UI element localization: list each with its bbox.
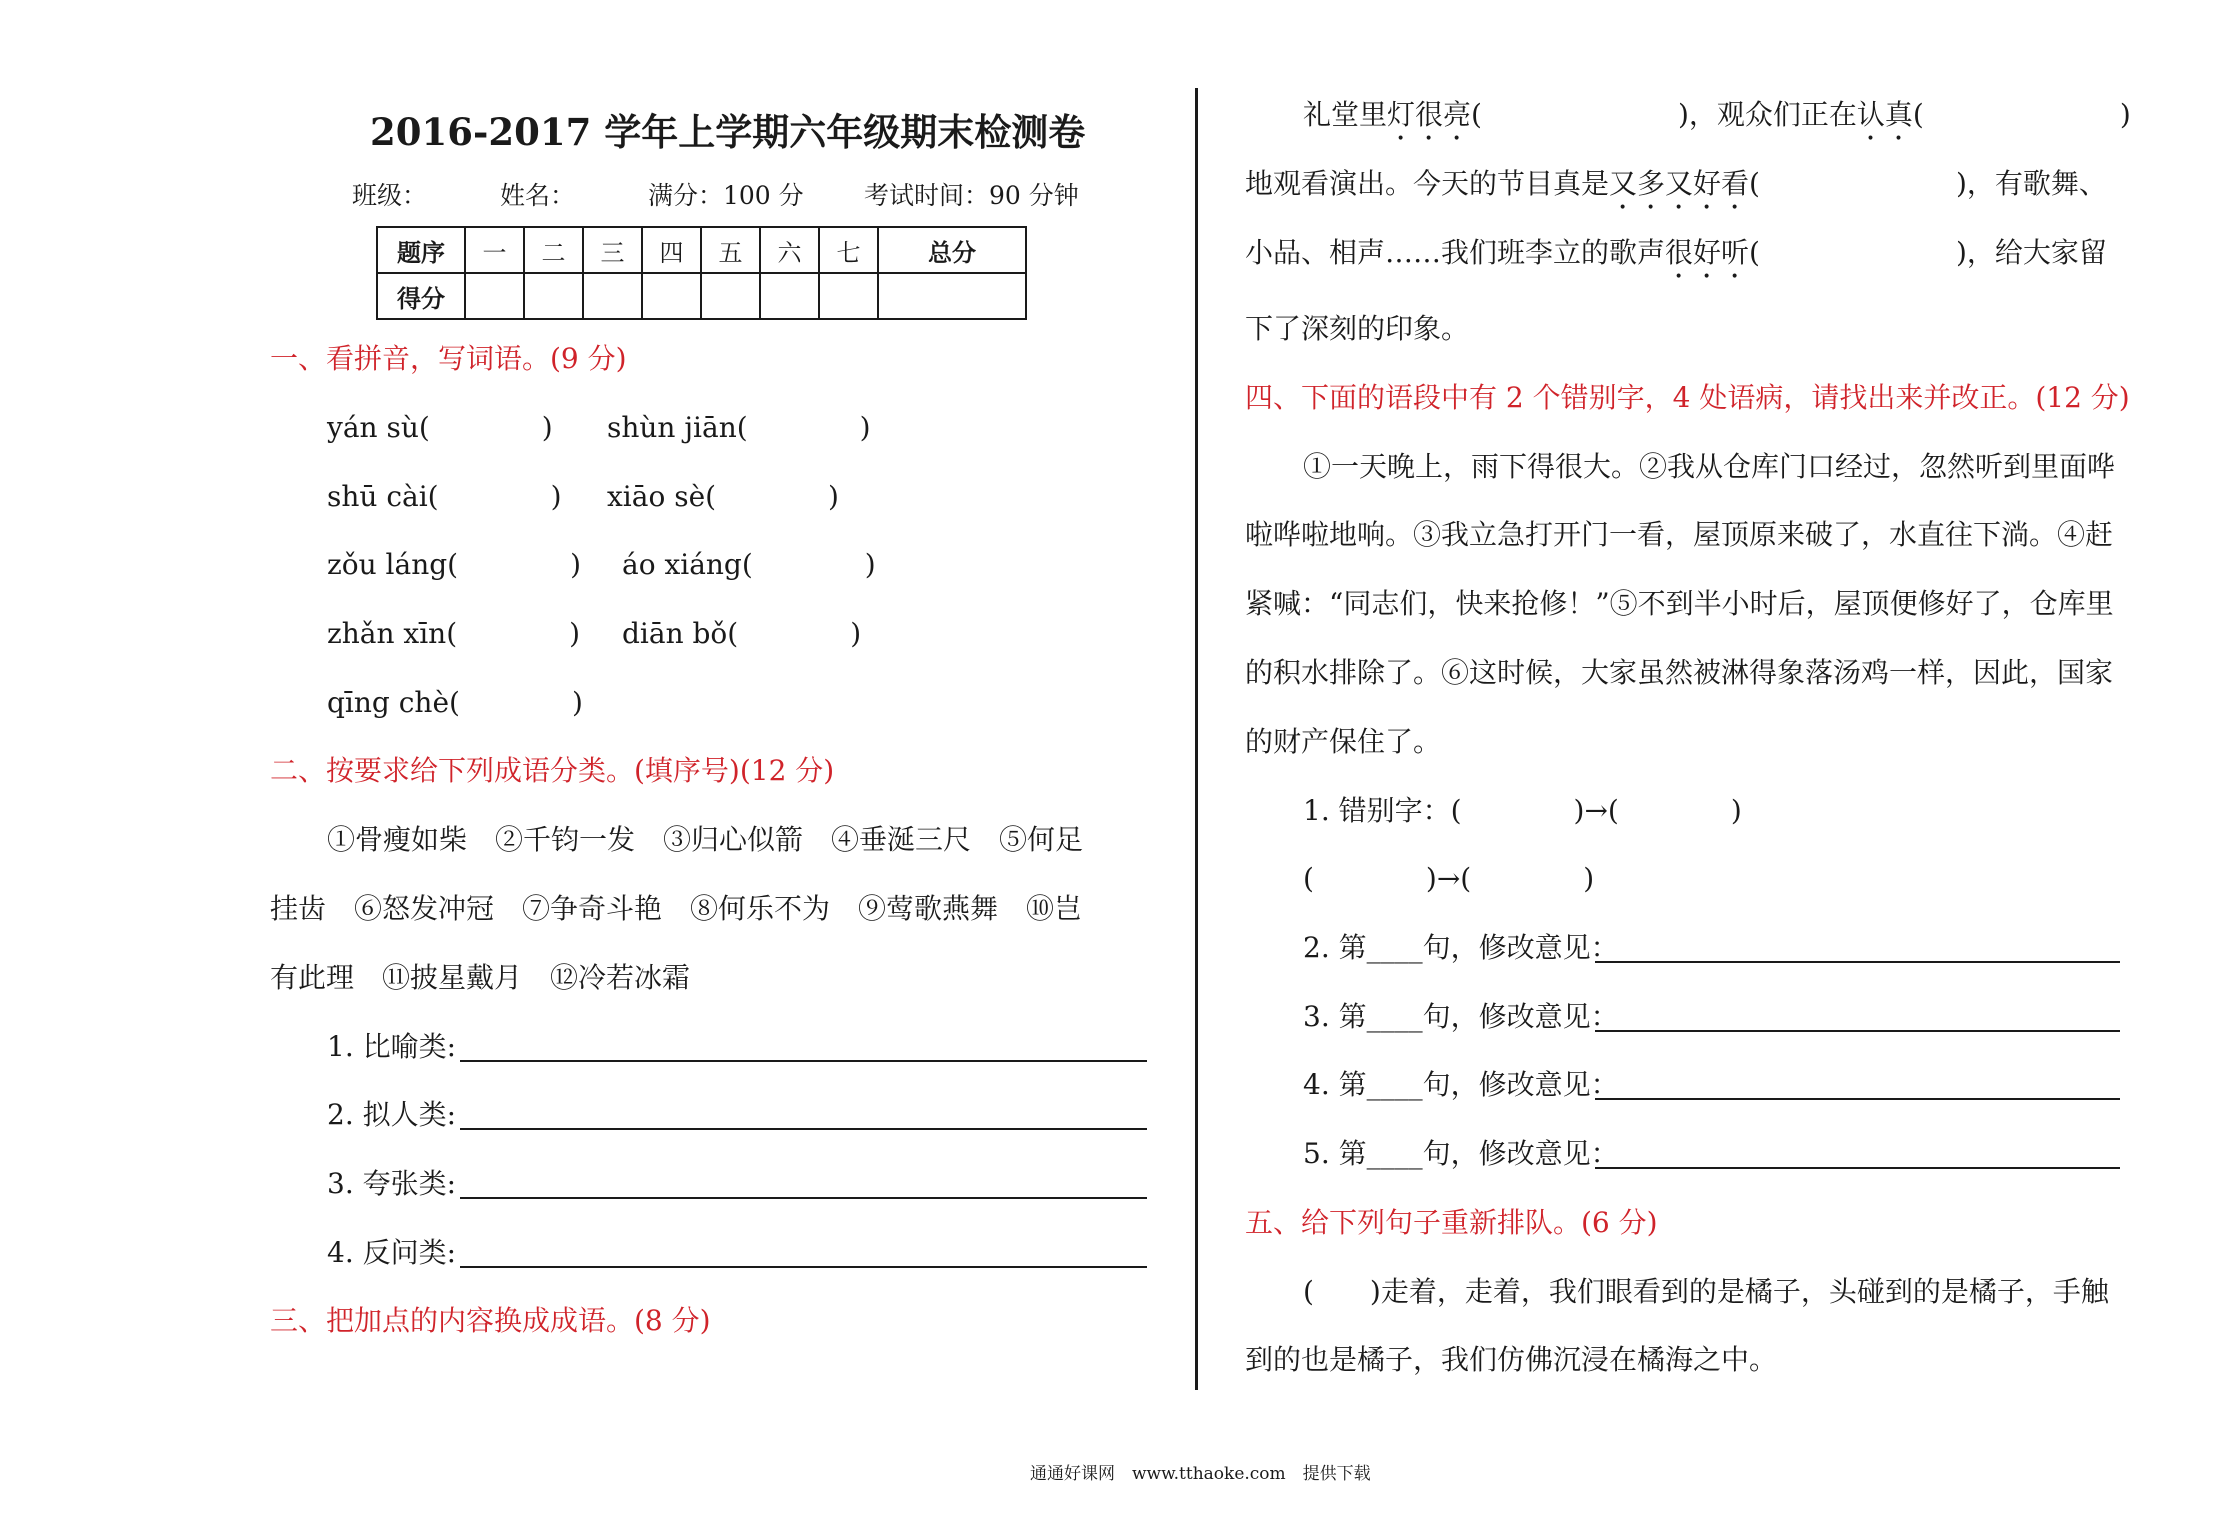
revision-question: 4. 第____句，修改意见： — [1303, 1068, 1619, 1101]
score-cell[interactable] — [524, 273, 583, 319]
passage-line: 啦哗啦地响。③我立急打开门一看，屋顶原来破了，水直往下淌。④赶 — [1245, 518, 2114, 551]
reorder-sentence-line: 到的也是橘子，我们仿佛沉浸在橘海之中。 — [1245, 1343, 1778, 1376]
name-label: 姓名： — [500, 181, 576, 210]
section1-heading: 一、看拼音，写词语。(9 分) — [270, 342, 627, 375]
category-metaphor-label: 1. 比喻类: — [327, 1030, 457, 1063]
pinyin-item: diān bǒ( ) — [622, 617, 862, 650]
footer-source: 通通好课网 www.tthaoke.com 提供下载 — [1030, 1464, 1371, 1484]
exam-time-label: 考试时间：90 分钟 — [864, 181, 1079, 210]
typo-question: 1. 错别字：( )→( ) — [1303, 794, 1742, 827]
idiom-list-line: 挂齿 ⑥怒发冲冠 ⑦争奇斗艳 ⑧何乐不为 ⑨莺歌燕舞 ⑩岂 — [270, 892, 1083, 925]
score-table-col: 六 — [760, 227, 819, 273]
score-cell[interactable] — [760, 273, 819, 319]
pinyin-item: xiāo sè( ) — [607, 480, 839, 513]
plain-text: 礼堂里 — [1303, 98, 1388, 131]
section3-heading: 三、把加点的内容换成成语。(8 分) — [270, 1304, 711, 1337]
score-table — [376, 226, 1027, 320]
plain-text: ( )，观众们正在 — [1471, 98, 1857, 131]
section3-paragraph-line — [1245, 167, 2107, 216]
score-table-col: 一 — [465, 227, 524, 273]
score-cell[interactable] — [583, 273, 642, 319]
answer-line[interactable] — [460, 1266, 1147, 1268]
answer-line[interactable] — [1595, 1030, 2120, 1032]
pinyin-item: qīng chè( ) — [327, 686, 583, 719]
reorder-sentence-line: ( )走着，走着，我们眼看到的是橘子，头碰到的是橘子，手触 — [1303, 1275, 2109, 1308]
plain-text: ( ) — [1912, 98, 2131, 131]
score-table-header-row — [377, 227, 1026, 273]
plain-text: ( )，给大家留 — [1749, 236, 2107, 269]
section2-heading: 二、按要求给下列成语分类。(填序号)(12 分) — [270, 754, 835, 787]
answer-line[interactable] — [1595, 1098, 2120, 1100]
dotted-phrase: 认真 — [1856, 98, 1913, 131]
category-rhetorical-label: 4. 反问类: — [327, 1236, 457, 1269]
page-title: 2016-2017 学年上学期六年级期末检测卷 — [370, 110, 1086, 154]
score-table-col: 五 — [701, 227, 760, 273]
pinyin-item: shùn jiān( ) — [607, 411, 871, 444]
plain-text: 地观看演出。今天的节目真是 — [1245, 167, 1610, 200]
passage-line: ①一天晚上，雨下得很大。②我从仓库门口经过，忽然听到里面哗 — [1303, 450, 2116, 483]
score-cell[interactable] — [642, 273, 701, 319]
score-table-row-head: 题序 — [377, 227, 465, 273]
plain-text: ( )，有歌舞、 — [1749, 167, 2107, 200]
answer-line[interactable] — [1595, 961, 2120, 963]
score-table-score-row — [377, 273, 1026, 319]
pinyin-item: shū cài( ) — [327, 480, 562, 513]
revision-question: 5. 第____句，修改意见： — [1303, 1137, 1619, 1170]
pinyin-item: yán sù( ) — [327, 411, 553, 444]
passage-line: 紧喊：“同志们，快来抢修！”⑤不到半小时后，屋顶便修好了，仓库里 — [1245, 587, 2114, 620]
answer-line[interactable] — [460, 1197, 1147, 1199]
revision-question: 2. 第____句，修改意见： — [1303, 931, 1619, 964]
idiom-list-line: 有此理 ⑪披星戴月 ⑫冷若冰霜 — [270, 961, 691, 994]
passage-line: 的财产保住了。 — [1245, 725, 1442, 758]
full-score-label: 满分：100 分 — [648, 181, 804, 210]
dotted-phrase: 灯很亮 — [1387, 98, 1472, 131]
section3-paragraph-line: 下了深刻的印象。 — [1245, 312, 1470, 345]
typo-question: ( )→( ) — [1303, 862, 1595, 895]
class-label: 班级： — [352, 181, 428, 210]
score-table-col: 三 — [583, 227, 642, 273]
score-table-col: 七 — [819, 227, 878, 273]
dotted-phrase: 很好听 — [1665, 236, 1750, 269]
answer-line[interactable] — [1595, 1167, 2120, 1169]
section4-heading: 四、下面的语段中有 2 个错别字，4 处语病，请找出来并改正。(12 分) — [1245, 381, 2130, 414]
idiom-list-line: ①骨瘦如柴 ②千钧一发 ③归心似箭 ④垂涎三尺 ⑤何足 — [327, 823, 1084, 856]
column-divider — [1195, 88, 1198, 1390]
section5-heading: 五、给下列句子重新排队。(6 分) — [1245, 1206, 1658, 1239]
score-table-row-head: 得分 — [377, 273, 465, 319]
score-table-col: 二 — [524, 227, 583, 273]
passage-line: 的积水排除了。⑥这时候，大家虽然被淋得象落汤鸡一样，因此，国家 — [1245, 656, 2114, 689]
score-cell[interactable] — [819, 273, 878, 319]
score-table-col: 四 — [642, 227, 701, 273]
section3-paragraph-line — [1245, 236, 2107, 285]
answer-line[interactable] — [460, 1060, 1147, 1062]
score-cell-total[interactable] — [878, 273, 1026, 319]
revision-question: 3. 第____句，修改意见： — [1303, 1000, 1619, 1033]
score-cell[interactable] — [701, 273, 760, 319]
score-table-total: 总分 — [878, 227, 1026, 273]
score-cell[interactable] — [465, 273, 524, 319]
answer-line[interactable] — [460, 1128, 1147, 1130]
plain-text: 小品、相声……我们班李立的歌声 — [1245, 236, 1666, 269]
pinyin-item: zhǎn xīn( ) — [327, 617, 581, 650]
section3-paragraph-line — [1303, 98, 2131, 147]
pinyin-item: áo xiáng( ) — [622, 548, 876, 581]
category-exaggeration-label: 3. 夸张类: — [327, 1167, 457, 1200]
dotted-phrase: 又多又好看 — [1609, 167, 1750, 200]
category-personification-label: 2. 拟人类: — [327, 1098, 457, 1131]
pinyin-item: zǒu láng( ) — [327, 548, 581, 581]
